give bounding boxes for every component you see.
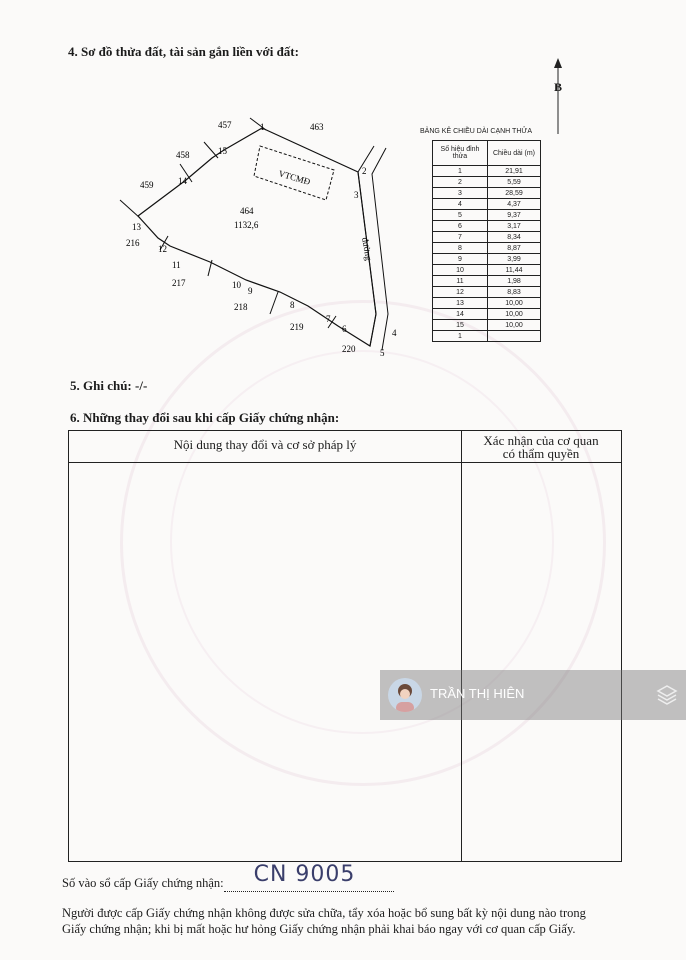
vertex-6: 6 bbox=[342, 324, 347, 334]
length-cell: 10,00 bbox=[488, 320, 541, 331]
map-219: 219 bbox=[290, 322, 304, 332]
vertex-cell: 1 bbox=[433, 331, 488, 342]
map-457: 457 bbox=[218, 120, 232, 130]
vertex-4: 4 bbox=[392, 328, 397, 338]
table-row bbox=[433, 243, 541, 254]
table-row bbox=[433, 331, 541, 342]
note-line-2: Giấy chứng nhận; khi bị mất hoặc hư hỏng Giấy chứng nhận phải khai báo ngay với cơ quan cấp Giấy. bbox=[62, 922, 576, 936]
north-label: B bbox=[554, 80, 563, 94]
vertex-13: 13 bbox=[132, 222, 141, 232]
registration-line bbox=[62, 862, 394, 892]
vertex-3: 3 bbox=[354, 190, 359, 200]
length-cell: 1,98 bbox=[488, 276, 541, 287]
length-cell: 8,87 bbox=[488, 243, 541, 254]
north-arrow-icon bbox=[548, 56, 572, 136]
vertex-cell: 7 bbox=[433, 232, 488, 243]
vertex-14: 14 bbox=[178, 176, 187, 186]
map-parcel: 464 bbox=[240, 206, 254, 216]
map-vtcmd: VTCMĐ bbox=[277, 168, 312, 187]
vertex-12: 12 bbox=[158, 244, 167, 254]
length-cell: 28,59 bbox=[488, 188, 541, 199]
length-cell: 8,83 bbox=[488, 287, 541, 298]
table-row bbox=[433, 232, 541, 243]
map-216: 216 bbox=[126, 238, 140, 248]
table-row bbox=[433, 298, 541, 309]
length-cell: 10,00 bbox=[488, 309, 541, 320]
table-row bbox=[433, 287, 541, 298]
vertex-cell: 2 bbox=[433, 177, 488, 188]
map-217: 217 bbox=[172, 278, 186, 288]
column-divider bbox=[461, 431, 462, 861]
vertex-cell: 1 bbox=[433, 166, 488, 177]
vertex-cell: 11 bbox=[433, 276, 488, 287]
edge-length-table bbox=[432, 140, 541, 342]
table-header-length: Chiều dài (m) bbox=[488, 141, 541, 166]
vertex-7: 7 bbox=[326, 314, 331, 324]
table-row bbox=[433, 210, 541, 221]
length-cell: 10,00 bbox=[488, 298, 541, 309]
table-title: BẢNG KÊ CHIỀU DÀI CẠNH THỬA bbox=[420, 128, 533, 135]
vertex-8: 8 bbox=[290, 300, 295, 310]
vertex-cell: 4 bbox=[433, 199, 488, 210]
map-220: 220 bbox=[342, 344, 356, 354]
table-row bbox=[433, 265, 541, 276]
col-right-header-2: có thẩm quyền bbox=[502, 446, 580, 461]
table-row bbox=[433, 177, 541, 188]
section-5-heading: 5. Ghi chú: -/- bbox=[70, 378, 148, 393]
section-4-heading: 4. Sơ đồ thửa đất, tài sản gắn liền với đất: bbox=[68, 44, 299, 59]
avatar bbox=[388, 678, 422, 712]
vertex-15: 15 bbox=[218, 146, 227, 156]
vertex-cell: 6 bbox=[433, 221, 488, 232]
changes-table bbox=[68, 430, 622, 862]
vertex-cell: 5 bbox=[433, 210, 488, 221]
vertex-2: 2 bbox=[362, 166, 367, 176]
vertex-1: 1 bbox=[260, 122, 265, 132]
vertex-cell: 12 bbox=[433, 287, 488, 298]
table-row bbox=[433, 309, 541, 320]
length-cell: 5,59 bbox=[488, 177, 541, 188]
map-459: 459 bbox=[140, 180, 154, 190]
map-463: 463 bbox=[310, 122, 324, 132]
registration-value: CN 9005 bbox=[253, 862, 356, 887]
length-cell: 3,17 bbox=[488, 221, 541, 232]
overlay-name: TRẦN THỊ HIÊN bbox=[430, 686, 525, 701]
vertex-cell: 14 bbox=[433, 309, 488, 320]
table-row bbox=[433, 199, 541, 210]
vertex-5: 5 bbox=[380, 348, 385, 358]
map-road: đường bbox=[360, 236, 374, 262]
layers-icon bbox=[656, 684, 678, 706]
contact-overlay[interactable] bbox=[380, 670, 686, 720]
header-divider bbox=[69, 462, 621, 463]
length-cell: 8,34 bbox=[488, 232, 541, 243]
table-row bbox=[433, 221, 541, 232]
col-right-header-1: Xác nhận của cơ quan bbox=[483, 433, 599, 448]
table-row bbox=[433, 254, 541, 265]
table-row bbox=[433, 276, 541, 287]
parcel-sketch bbox=[100, 100, 420, 380]
length-cell: 21,91 bbox=[488, 166, 541, 177]
table-header-vertex: Số hiệu đỉnh thửa bbox=[433, 141, 488, 166]
length-cell: 4,37 bbox=[488, 199, 541, 210]
vertex-cell: 10 bbox=[433, 265, 488, 276]
length-cell: 11,44 bbox=[488, 265, 541, 276]
section-6-heading: 6. Những thay đổi sau khi cấp Giấy chứng nhận: bbox=[70, 410, 340, 425]
vertex-cell: 15 bbox=[433, 320, 488, 331]
table-row bbox=[433, 320, 541, 331]
map-area: 1132,6 bbox=[234, 220, 259, 230]
note-line-1: Người được cấp Giấy chứng nhận không được sửa chữa, tẩy xóa hoặc bổ sung bất kỳ nội dung nào trong bbox=[62, 906, 586, 920]
vertex-cell: 8 bbox=[433, 243, 488, 254]
table-row bbox=[433, 188, 541, 199]
vertex-9: 9 bbox=[248, 286, 253, 296]
vertex-cell: 9 bbox=[433, 254, 488, 265]
vertex-cell: 13 bbox=[433, 298, 488, 309]
map-458: 458 bbox=[176, 150, 190, 160]
vertex-cell: 3 bbox=[433, 188, 488, 199]
length-cell bbox=[488, 331, 541, 342]
vertex-11: 11 bbox=[172, 260, 181, 270]
col-left-header: Nội dung thay đổi và cơ sở pháp lý bbox=[173, 437, 357, 452]
registration-label: Số vào sổ cấp Giấy chứng nhận: bbox=[62, 876, 224, 890]
length-cell: 3,99 bbox=[488, 254, 541, 265]
table-row bbox=[433, 166, 541, 177]
map-218: 218 bbox=[234, 302, 248, 312]
length-cell: 9,37 bbox=[488, 210, 541, 221]
vertex-10: 10 bbox=[232, 280, 241, 290]
